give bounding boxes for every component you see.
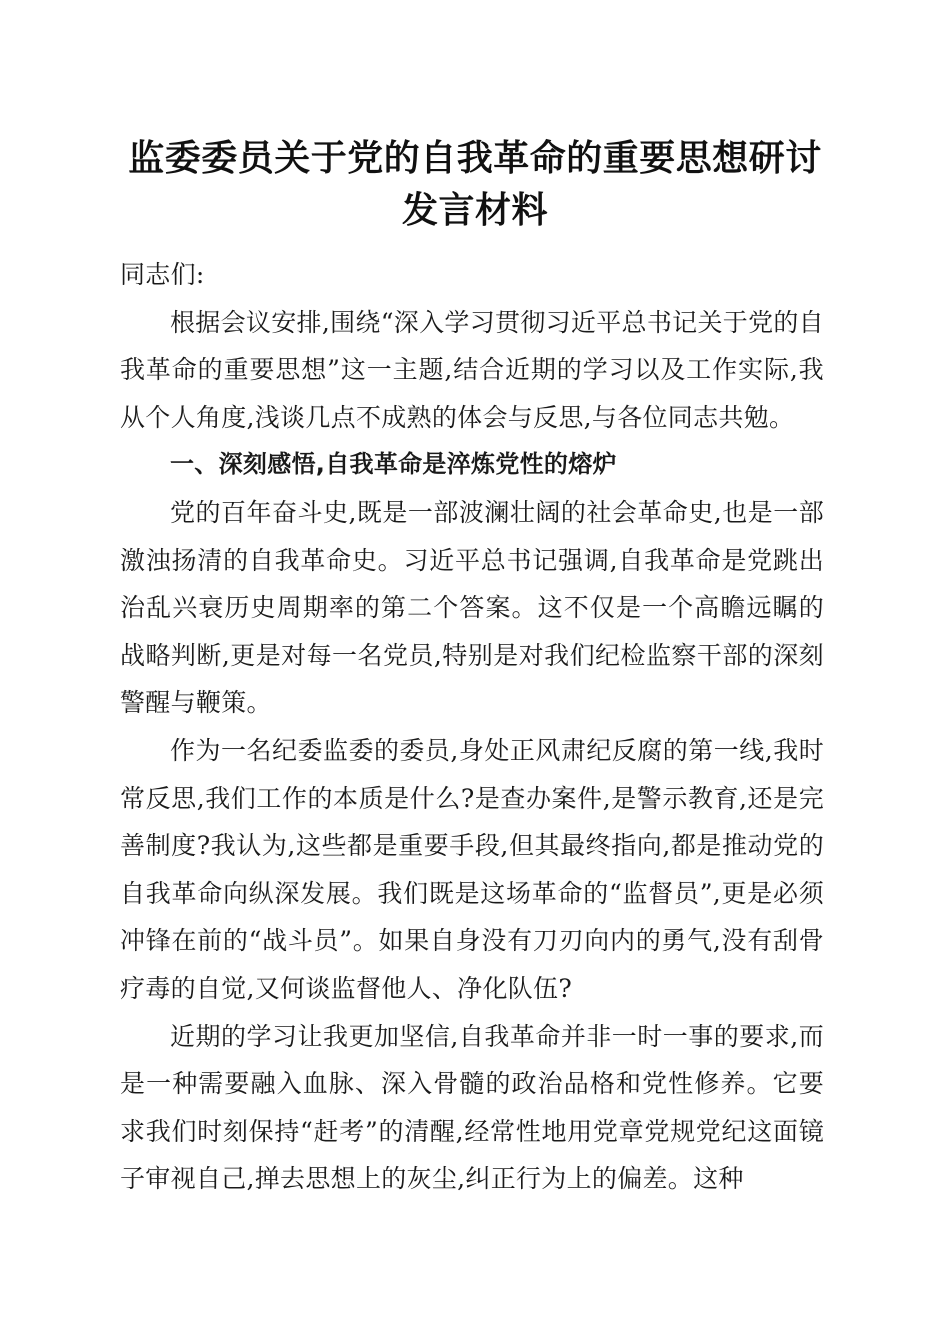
document-body <box>120 251 824 1203</box>
intro-paragraph: 根据会议安排,围绕“深入学习贯彻习近平总书记关于党的自我革命的重要思想”这一主题,结合近期的学习以及工作实际,我从个人角度,浅谈几点不成熟的体会与反思,与各位同志共勉。 <box>120 307 824 432</box>
body-paragraph: 近期的学习让我更加坚信,自我革命并非一时一事的要求,而是一种需要融入血脉、深入骨髓的政治品格和党性修养。它要求我们时刻保持“赶考”的清醒,经常性地用党章党规党纪这面镜子审视自己,掸去思想上的灰尘,纠正行为上的偏差。这种 <box>120 1021 824 1194</box>
salutation: 同志们: <box>120 260 205 289</box>
section-heading: 一、深刻感悟,自我革命是淬炼党性的熔炉 <box>170 450 617 479</box>
document-title: 监委委员关于党的自我革命的重要思想研讨发言材料 <box>128 137 822 231</box>
body-paragraph: 作为一名纪委监委的委员,身处正风肃纪反腐的第一线,我时常反思,我们工作的本质是什么?是查办案件,是警示教育,还是完善制度?我认为,这些都是重要手段,但其最终指向,都是推动党的自我革命向纵深发展。我们既是这场革命的“监督员”,更是必须冲锋在前的“战斗员”。如果自身没有刀刃向内的勇气,没有刮骨疗毒的自觉,又何谈监督他人、净化队伍? <box>120 735 824 1003</box>
body-paragraph: 党的百年奋斗史,既是一部波澜壮阔的社会革命史,也是一部激浊扬清的自我革命史。习近平总书记强调,自我革命是党跳出治乱兴衰历史周期率的第二个答案。这不仅是一个高瞻远瞩的战略判断,更是对每一名党员,特别是对我们纪检监察干部的深刻警醒与鞭策。 <box>120 497 824 718</box>
